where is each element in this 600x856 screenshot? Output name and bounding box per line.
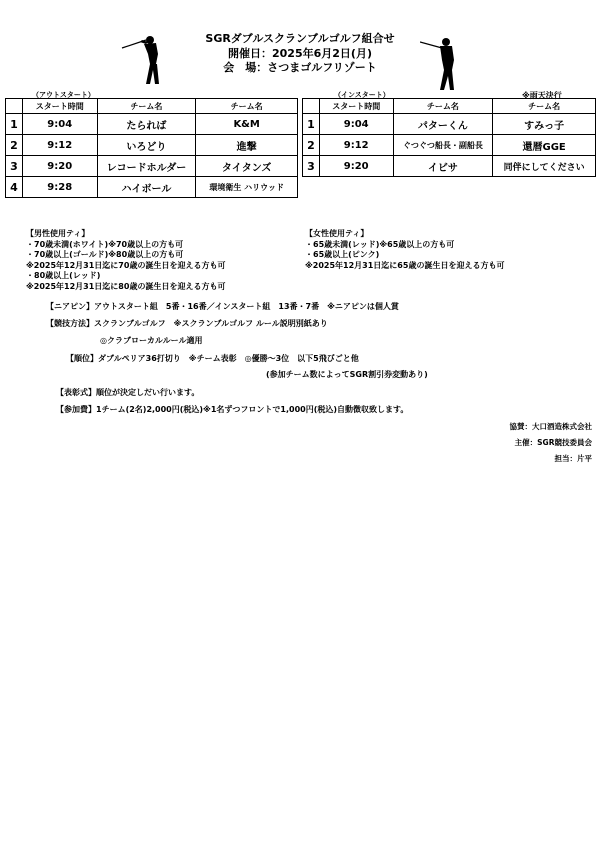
men-tees-line: ※2025年12月31日迄に80歳の誕生日を迎える方も可	[26, 281, 226, 291]
women-tees-line: ・65歳未満(レッド)※65歳以上の方も可	[305, 239, 455, 249]
start-time: 9:04	[22, 114, 97, 135]
award-text: 順位が決定しだい行います。	[96, 388, 200, 397]
men-tees-heading: 【男性使用ティ】	[26, 229, 90, 238]
nearpin-rule	[46, 301, 399, 312]
out-start-table	[5, 98, 298, 198]
men-tees-line: ※2025年12月31日迄に70歳の誕生日を迎える方も可	[26, 260, 226, 270]
table-row	[6, 135, 298, 156]
sponsor-line: 協賛：大口酒造株式会社	[509, 422, 592, 431]
start-time: 9:20	[22, 156, 97, 177]
page-header	[0, 32, 600, 76]
nearpin-label: 【ニアピン】	[46, 302, 94, 311]
in-start-table	[302, 98, 596, 177]
team-name: ハイボール	[97, 177, 196, 198]
team-name: 環境衛生 ハリウッド	[196, 177, 298, 198]
group-number: 1	[6, 114, 23, 135]
table-header-row	[303, 99, 596, 114]
award-rule	[56, 387, 199, 398]
women-tees-heading: 【女性使用ティ】	[305, 229, 369, 238]
out-start-label: （アウトスタート）	[32, 91, 95, 99]
group-number: 1	[303, 114, 320, 135]
format-text: スクランブルゴルフ ※スクランブルゴルフ ルール説明別紙あり	[94, 319, 328, 328]
ranking-note: (参加チーム数によってSGR割引券変動あり)	[266, 370, 428, 379]
team-name: 還暦GGE	[493, 135, 596, 156]
format-label: 【競技方法】	[46, 319, 94, 328]
event-venue: 会 場：さつまゴルフリゾート	[223, 61, 377, 74]
team-name: 同伴にしてください	[493, 156, 596, 177]
group-number: 3	[6, 156, 23, 177]
organizer-line: 主催：SGR競技委員会	[514, 438, 592, 447]
start-time: 9:12	[319, 135, 393, 156]
rain-note: ※雨天決行	[522, 91, 562, 100]
group-number: 2	[6, 135, 23, 156]
table-row	[6, 177, 298, 198]
team-name: いろどり	[97, 135, 196, 156]
start-time-header: スタート時間	[22, 99, 97, 114]
fee-text: 1チーム(2名)2,000円(税込)※1名ずつフロントで1,000円(税込)自動徴収致します。	[96, 405, 409, 414]
team-header: チーム名	[393, 99, 493, 114]
team-name: K&M	[196, 114, 298, 135]
table-row	[6, 156, 298, 177]
men-tees-line: ・70歳未満(ホワイト)※70歳以上の方も可	[26, 239, 184, 249]
team-name: タイタンズ	[196, 156, 298, 177]
group-number: 3	[303, 156, 320, 177]
table-row	[6, 114, 298, 135]
team-name: たられば	[97, 114, 196, 135]
event-title: SGRダブルスクランブルゴルフ組合せ	[205, 32, 395, 45]
women-tees-line: ※2025年12月31日迄に65歳の誕生日を迎える方も可	[305, 260, 505, 270]
start-time: 9:20	[319, 156, 393, 177]
format-rule	[46, 318, 328, 329]
team-name: 進撃	[196, 135, 298, 156]
team-name: レコードホルダー	[97, 156, 196, 177]
team-name: イビサ	[393, 156, 493, 177]
men-tees-line: ・70歳以上(ゴールド)※80歳以上の方も可	[26, 250, 184, 259]
men-tees-line: ・80歳以上(レッド)	[26, 271, 101, 280]
in-start-label: （インスタート）	[334, 91, 390, 99]
event-date: 開催日：2025年6月2日(月)	[228, 46, 372, 60]
team-header: チーム名	[196, 99, 298, 114]
fee-label: 【参加費】	[56, 405, 96, 414]
award-label: 【表彰式】	[56, 388, 96, 397]
table-row	[303, 114, 596, 135]
table-row	[303, 135, 596, 156]
format-note: ◎クラブローカルルール適用	[100, 336, 203, 345]
team-header: チーム名	[493, 99, 596, 114]
table-header-row	[6, 99, 298, 114]
number-header	[303, 99, 320, 114]
team-name: パターくん	[393, 114, 493, 135]
start-time-header: スタート時間	[319, 99, 393, 114]
start-time: 9:12	[22, 135, 97, 156]
men-tees-section	[26, 229, 225, 292]
ranking-label: 【順位】	[66, 354, 98, 363]
ranking-text: ダブルペリア36打切り ※チーム表彰 ◎優勝～3位 以下5飛びごと他	[98, 354, 359, 363]
team-header: チーム名	[97, 99, 196, 114]
table-row	[303, 156, 596, 177]
women-tees-section	[305, 229, 504, 271]
nearpin-text: アウトスタート組 5番・16番／インスタート組 13番・7番 ※ニアピンは個人賞	[94, 302, 399, 311]
fee-rule	[56, 404, 408, 415]
team-name: ぐつぐつ船長・副船長	[393, 135, 493, 156]
start-time: 9:04	[319, 114, 393, 135]
ranking-rule	[66, 353, 359, 364]
group-number: 4	[6, 177, 23, 198]
team-name: すみっ子	[493, 114, 596, 135]
women-tees-line: ・65歳以上(ピンク)	[305, 250, 380, 259]
number-header	[6, 99, 23, 114]
start-time: 9:28	[22, 177, 97, 198]
group-number: 2	[303, 135, 320, 156]
contact-line: 担当：片平	[554, 454, 592, 463]
